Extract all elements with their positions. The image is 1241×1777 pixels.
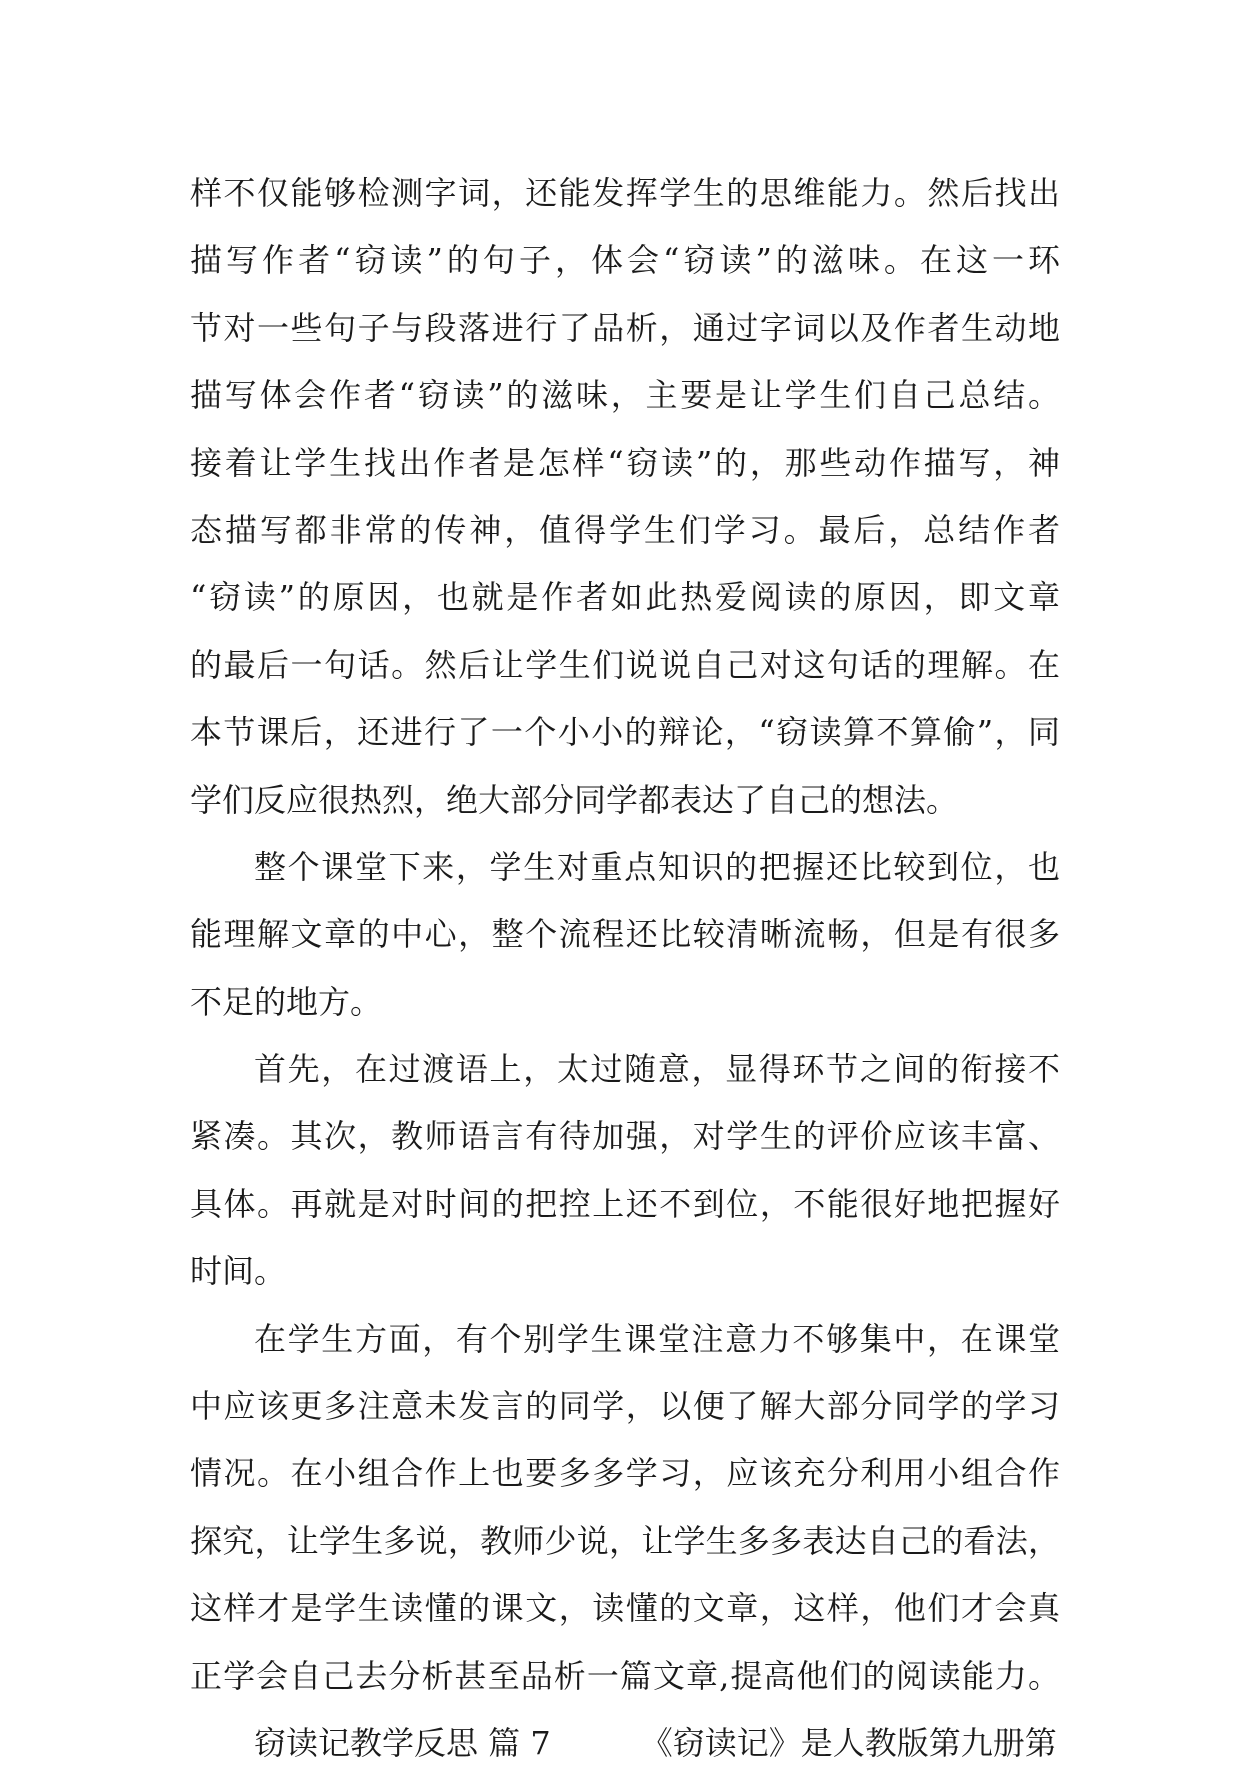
text-line: 探究，让学生多说，教师少说，让学生多多表达自己的看法， [190, 1521, 1060, 1560]
text-line: 能理解文章的中心，整个流程还比较清晰流畅，但是有很多 [190, 915, 1060, 954]
text-line: 这样才是学生读懂的课文，读懂的文章，这样，他们才会真 [190, 1589, 1060, 1628]
text-line: 学们反应很热烈，绝大部分同学都表达了自己的想法。 [190, 780, 959, 819]
text-line: 态描写都非常的传神，值得学生们学习。最后，总结作者 [190, 510, 1060, 549]
text-line: “窃读”的原因，也就是作者如此热爱阅读的原因，即文章 [190, 578, 1060, 617]
paragraph-first-line: 整个课堂下来，学生对重点知识的把握还比较到位，也 [254, 847, 1060, 886]
text-line: 描写体会作者“窃读”的滋味，主要是让学生们自己总结。 [190, 376, 1060, 415]
section-heading: 窃读记教学反思 篇 7 [254, 1723, 551, 1762]
document-body [190, 160, 1060, 1777]
text-line: 时间。 [190, 1252, 287, 1291]
paragraph-first-line: 首先，在过渡语上，太过随意，显得环节之间的衔接不 [254, 1050, 1060, 1089]
paragraph-first-line: 在学生方面，有个别学生课堂注意力不够集中，在课堂 [254, 1319, 1060, 1358]
text-line: 接着让学生找出作者是怎样“窃读”的，那些动作描写，神 [190, 443, 1060, 482]
text-line: 情况。在小组合作上也要多多学习，应该充分利用小组合作 [190, 1454, 1060, 1493]
text-line: 样不仅能够检测字词，还能发挥学生的思维能力。然后找出 [190, 174, 1060, 212]
text-line: 本节课后，还进行了一个小小的辩论，“窃读算不算偷”，同 [190, 713, 1060, 752]
section-opening-text: 《窃读记》是人教版第九册第 [640, 1723, 1057, 1762]
text-line: 不足的地方。 [190, 982, 383, 1021]
text-line: 紧凑。其次，教师语言有待加强，对学生的评价应该丰富、 [190, 1117, 1060, 1156]
section-heading-line [190, 1710, 1060, 1777]
text-line: 节对一些句子与段落进行了品析，通过字词以及作者生动地 [190, 308, 1060, 347]
text-line: 中应该更多注意未发言的同学，以便了解大部分同学的学习 [190, 1387, 1060, 1426]
text-line: 描写作者“窃读”的句子，体会“窃读”的滋味。在这一环 [190, 241, 1060, 280]
text-line: 具体。再就是对时间的把控上还不到位，不能很好地把握好 [190, 1184, 1060, 1223]
text-line: 正学会自己去分析甚至品析一篇文章,提高他们的阅读能力。 [190, 1656, 1060, 1695]
text-line: 的最后一句话。然后让学生们说说自己对这句话的理解。在 [190, 645, 1060, 684]
